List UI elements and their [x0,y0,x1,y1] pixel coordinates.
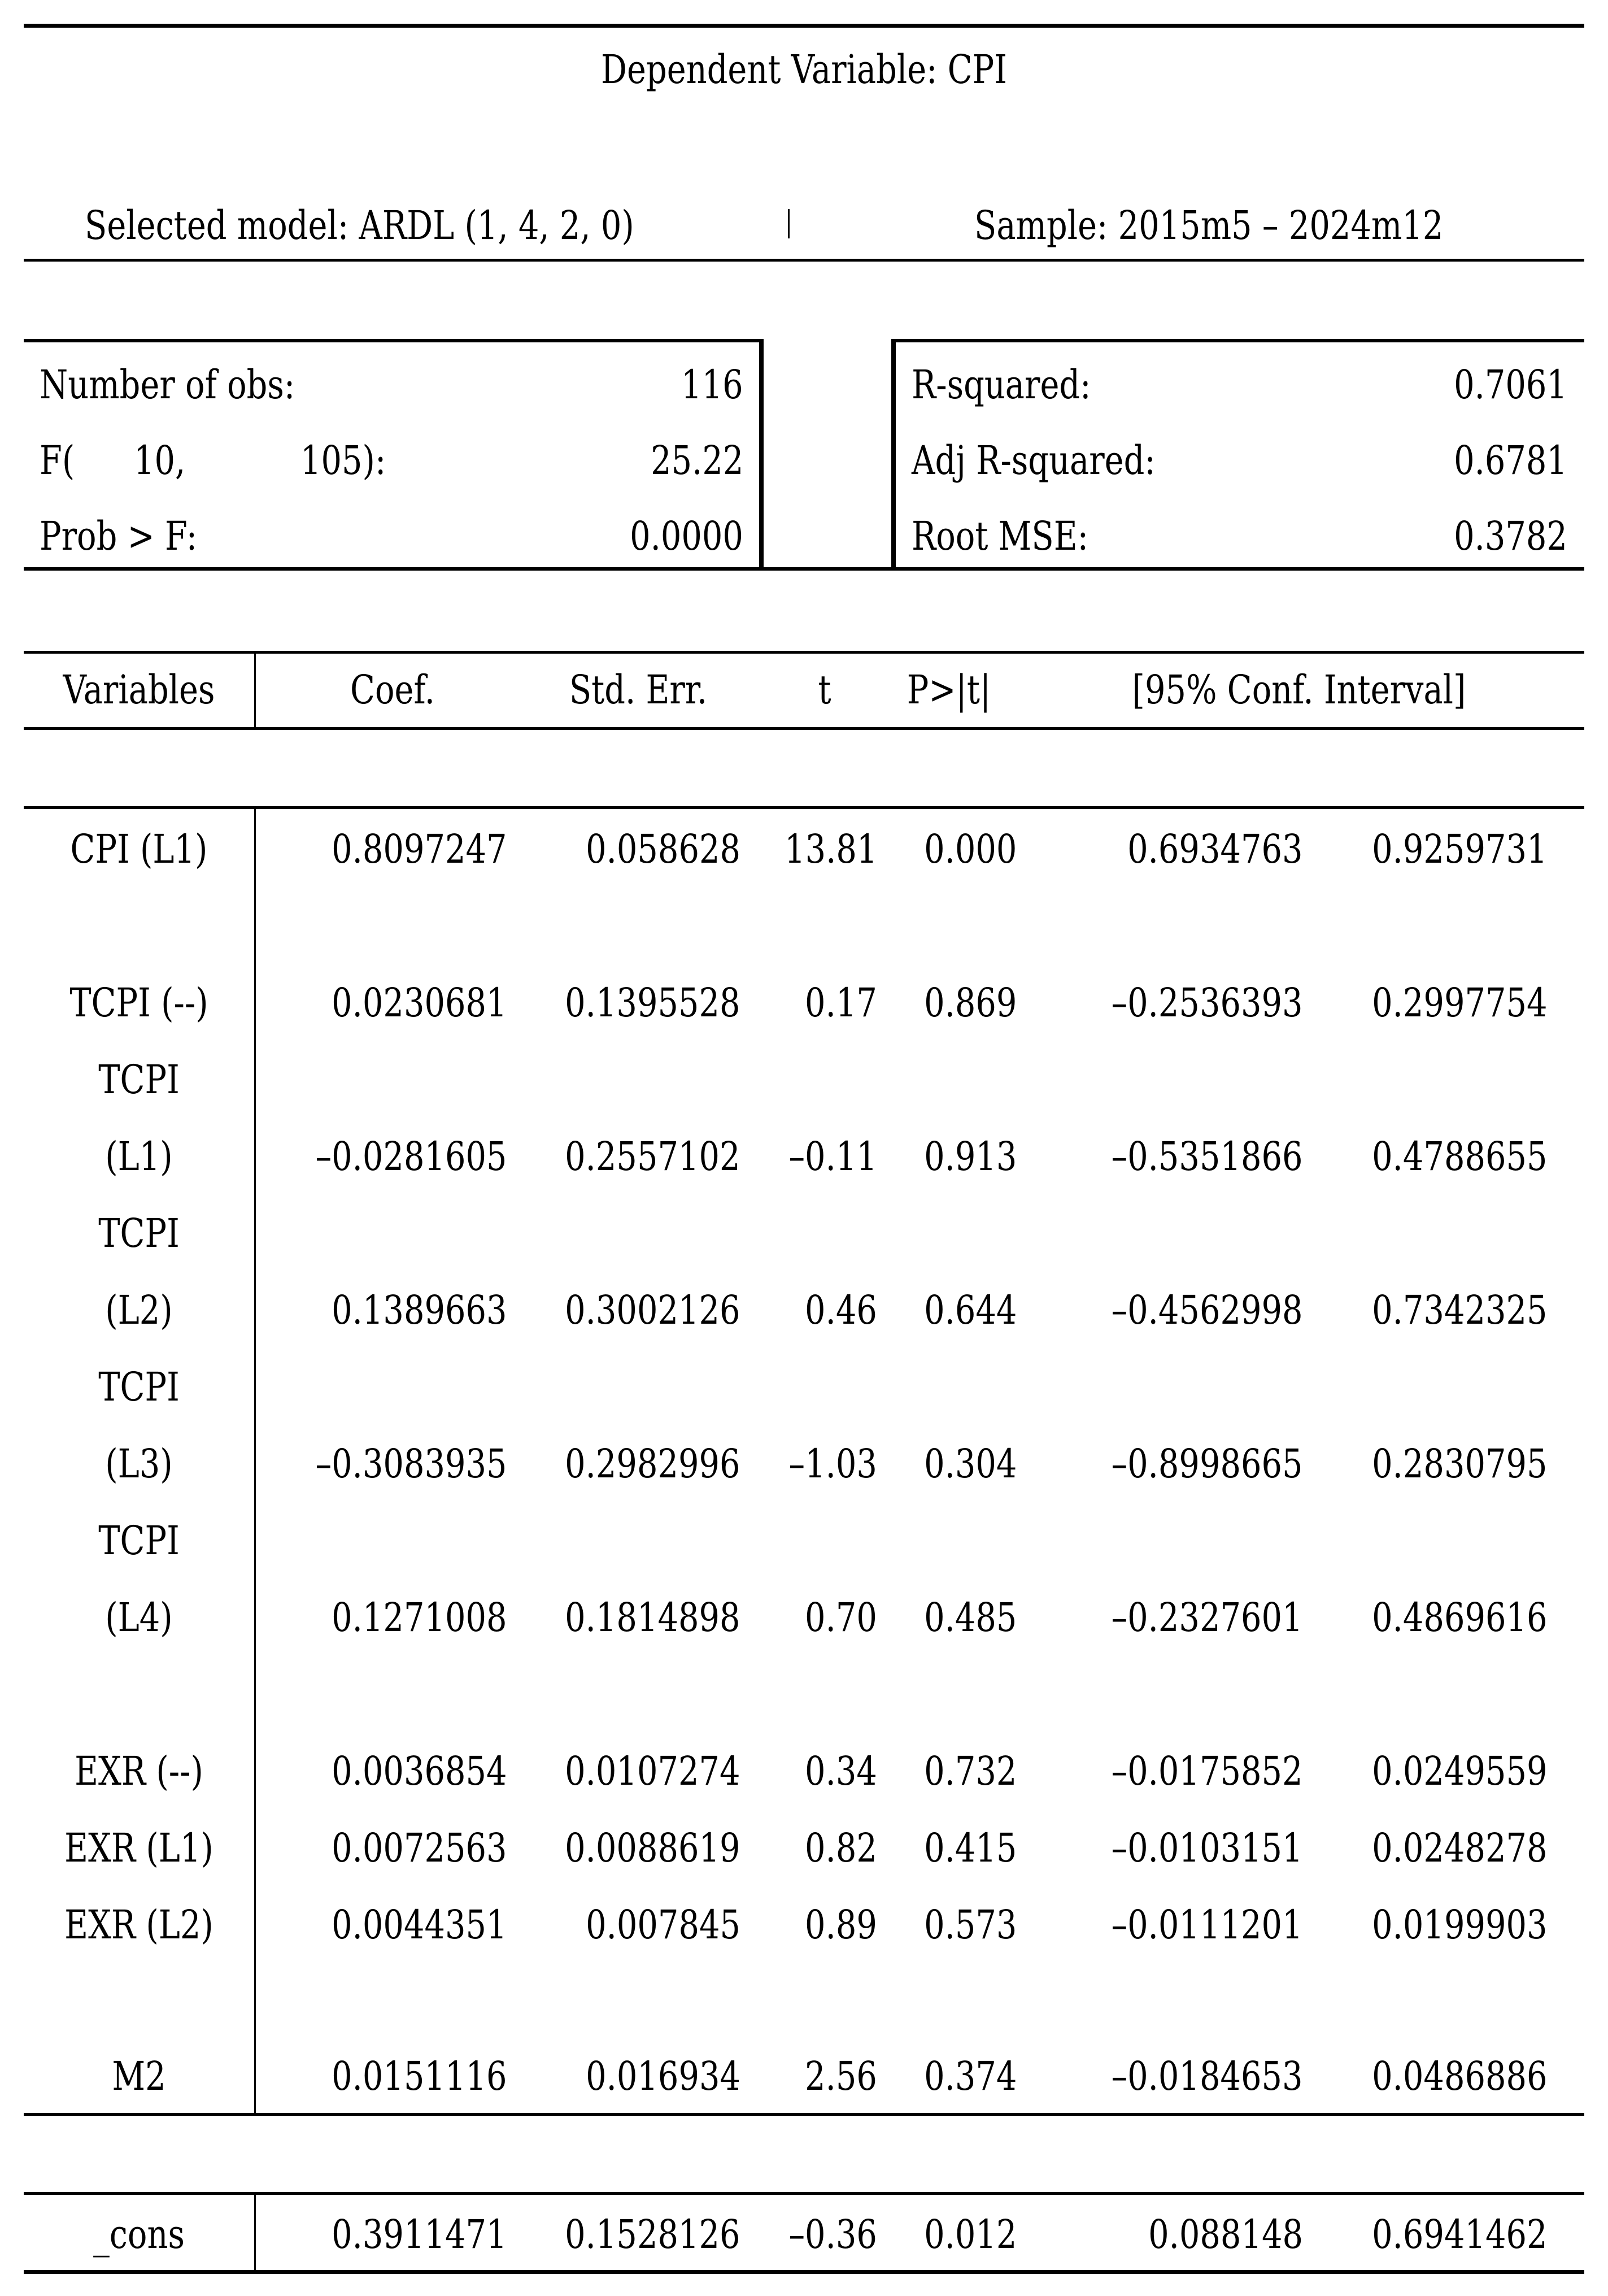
cell-t: 0.17 [805,980,877,1026]
cell-coef: 0.1389663 [332,1287,507,1333]
cell-lo: –0.0184653 [1111,2053,1303,2099]
cell-t: –1.03 [788,1441,877,1487]
col-header-ci: [95% Conf. Interval] [1132,667,1466,713]
cell-p: 0.415 [923,1825,1017,1871]
cell-t: 0.82 [805,1825,877,1871]
stat-label: Prob > F: [40,513,198,559]
cell-t: 0.34 [805,1748,877,1794]
cell-lo: 0.088148 [1148,2211,1303,2258]
cell-lo: –0.2536393 [1111,980,1303,1026]
variable-name: _cons [93,2211,185,2258]
top-rule [24,24,1584,28]
header-bottom-rule [24,727,1584,730]
cell-lo: –0.4562998 [1111,1287,1303,1333]
cell-coef: 0.8097247 [332,826,507,872]
body-top-rule [24,806,1584,809]
cell-t: –0.11 [788,1133,877,1180]
cell-hi: 0.6941462 [1372,2211,1548,2258]
stats-right-box [891,339,1584,571]
variable-lag: (L4) [105,1594,173,1641]
stat-value: 0.7061 [1454,362,1567,408]
variable-name: TCPI [98,1517,180,1564]
cell-t: 0.70 [805,1594,877,1641]
cell-se: 0.058628 [586,826,740,872]
variable-name: TCPI [98,1364,180,1410]
stat-label: Root MSE: [912,513,1088,559]
variable-lag: (L3) [105,1441,173,1487]
cell-coef: 0.1271008 [332,1594,507,1641]
header-divider [254,654,256,728]
stat-label: F( [40,437,75,484]
variable-name: EXR (L1) [64,1825,213,1871]
variable-name: TCPI [98,1210,180,1256]
col-header-t: t [818,667,831,713]
cell-p: 0.573 [923,1902,1017,1948]
table-bottom-rule [24,2270,1584,2274]
cell-se: 0.1528126 [565,2211,740,2258]
cell-hi: 0.4788655 [1372,1133,1548,1180]
cell-coef: 0.0036854 [332,1748,507,1794]
cell-lo: –0.8998665 [1111,1441,1303,1487]
selected-model: Selected model: ARDL (1, 4, 2, 0) [85,202,634,249]
body-bottom-rule [24,2113,1584,2116]
cell-hi: 0.7342325 [1372,1287,1548,1333]
stat-value: 116 [681,362,743,408]
stat-value: 0.3782 [1454,513,1567,559]
cell-t: 0.46 [805,1287,877,1333]
cell-p: 0.913 [923,1133,1017,1180]
cell-coef: 0.0044351 [332,1902,507,1948]
cell-p: 0.869 [923,980,1017,1026]
variable-lag: (L2) [105,1287,173,1333]
stat-value: 0.6781 [1454,437,1567,484]
cell-t: 2.56 [805,2053,877,2099]
cell-lo: –0.2327601 [1111,1594,1303,1641]
cell-t: –0.36 [788,2211,877,2258]
header-top-rule [24,651,1584,654]
cell-se: 0.2982996 [565,1441,740,1487]
cell-hi: 0.2997754 [1372,980,1548,1026]
stats-bottom-rule [764,567,891,571]
cons-top-rule [24,2192,1584,2195]
model-separator [788,209,790,238]
cell-se: 0.0088619 [565,1825,740,1871]
cell-hi: 0.0248278 [1372,1825,1548,1871]
cons-divider [254,2195,256,2270]
cell-coef: 0.3911471 [332,2211,507,2258]
table-title: Dependent Variable: CPI [601,46,1007,93]
col-header-coef: Coef. [350,667,435,713]
variable-name: M2 [112,2053,166,2099]
cell-p: 0.485 [923,1594,1017,1641]
cell-se: 0.3002126 [565,1287,740,1333]
sample-range: Sample: 2015m5 – 2024m12 [974,202,1444,249]
variable-name: EXR (L2) [64,1902,213,1948]
stat-df2: 105): [300,437,386,484]
cell-t: 13.81 [784,826,877,872]
cell-lo: –0.0111201 [1111,1902,1303,1948]
cell-coef: –0.3083935 [315,1441,507,1487]
cell-p: 0.012 [923,2211,1017,2258]
cell-coef: 0.0230681 [332,980,507,1026]
body-divider [254,809,256,2114]
stat-label: R-squared: [912,362,1091,408]
variable-name: EXR (--) [75,1748,203,1794]
cell-coef: 0.0151116 [332,2053,507,2099]
cell-se: 0.0107274 [565,1748,740,1794]
col-header-variables: Variables [63,667,215,713]
variable-lag: (L1) [105,1133,173,1180]
cell-lo: –0.0103151 [1111,1825,1303,1871]
cell-t: 0.89 [805,1902,877,1948]
cell-se: 0.2557102 [565,1133,740,1180]
cell-se: 0.1395528 [565,980,740,1026]
model-rule [24,259,1584,262]
variable-name: TCPI [98,1056,180,1103]
cell-hi: 0.9259731 [1372,826,1548,872]
cell-se: 0.016934 [586,2053,740,2099]
cell-hi: 0.2830795 [1372,1441,1548,1487]
col-header-p: P>|t| [907,667,991,713]
stat-df1: 10, [134,437,186,484]
cell-lo: 0.6934763 [1127,826,1303,872]
cell-coef: 0.0072563 [332,1825,507,1871]
stat-value: 25.22 [650,437,743,484]
col-header-stderr: Std. Err. [569,667,708,713]
stat-label: Number of obs: [40,362,295,408]
cell-p: 0.732 [923,1748,1017,1794]
variable-name: TCPI (--) [69,980,208,1026]
stat-label: Adj R-squared: [912,437,1156,484]
cell-p: 0.374 [923,2053,1017,2099]
cell-hi: 0.4869616 [1372,1594,1548,1641]
cell-lo: –0.5351866 [1111,1133,1303,1180]
cell-se: 0.1814898 [565,1594,740,1641]
cell-p: 0.000 [923,826,1017,872]
cell-lo: –0.0175852 [1111,1748,1303,1794]
cell-hi: 0.0249559 [1372,1748,1548,1794]
cell-p: 0.644 [923,1287,1017,1333]
stat-value: 0.0000 [630,513,743,559]
cell-se: 0.007845 [586,1902,740,1948]
cell-coef: –0.0281605 [315,1133,507,1180]
cell-hi: 0.0486886 [1372,2053,1548,2099]
cell-p: 0.304 [923,1441,1017,1487]
stats-left-box [24,339,764,571]
cell-hi: 0.0199903 [1372,1902,1548,1948]
variable-name: CPI (L1) [70,826,208,872]
